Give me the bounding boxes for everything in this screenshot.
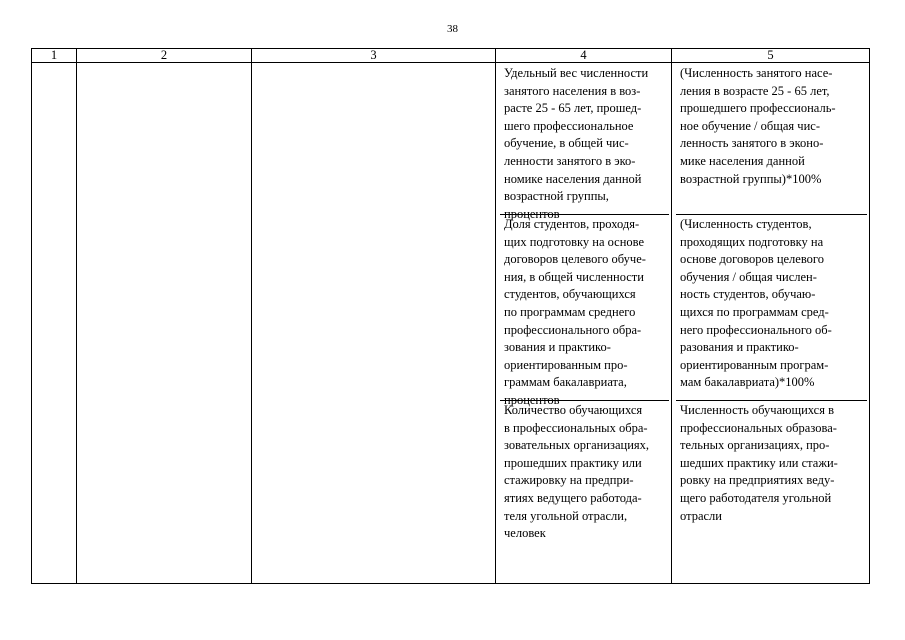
- indicator-text-line: по программам среднего: [504, 304, 636, 319]
- indicator-text-line: человек: [504, 526, 546, 541]
- indicator-table: [31, 48, 870, 584]
- column-header-5: 5: [672, 49, 870, 63]
- formula-text-line: прошедшего профессиональ-: [680, 101, 836, 116]
- formula-text-line: ления в возрасте 25 - 65 лет,: [680, 83, 830, 98]
- column-header-2: 2: [77, 49, 252, 63]
- indicator-text-line: щих подготовку на основе: [504, 234, 645, 249]
- indicator-text-line: ориентированным про-: [504, 357, 628, 372]
- column-header-1: 1: [32, 49, 77, 63]
- column-1-cell: [32, 63, 77, 584]
- column-3-cell: [252, 63, 496, 584]
- indicator-text-line: процентов: [504, 392, 560, 407]
- formula-text-line: (Численность студентов,: [680, 217, 812, 231]
- formula-text-line: мам бакалавриата)*100%: [680, 375, 815, 390]
- formula-text-line: ленность занятого в эконо-: [680, 136, 824, 151]
- formula-cell-2: [676, 215, 867, 401]
- indicator-text-line: расте 25 - 65 лет, прошед-: [504, 101, 642, 116]
- formula-text-line: профессиональных образова-: [680, 420, 837, 435]
- indicator-text-line: номике населения данной: [504, 171, 642, 186]
- indicator-text-line: в профессиональных обра-: [504, 420, 648, 435]
- formula-text-line: разования и практико-: [680, 340, 799, 355]
- indicator-text-line: Доля студентов, проходя-: [504, 217, 640, 231]
- indicator-text-line: теля угольной отрасли,: [504, 508, 628, 523]
- formula-text-line: щего работодателя угольной: [680, 490, 832, 505]
- formula-text-line: тельных организациях, про-: [680, 438, 830, 453]
- indicator-text-line: граммам бакалавриата,: [504, 375, 627, 390]
- formula-text-line: мике населения данной: [680, 153, 805, 168]
- indicator-text-line: договоров целевого обуче-: [504, 252, 646, 267]
- indicator-text-line: ленности занятого в эко-: [504, 153, 636, 168]
- indicator-text-line: занятого населения в воз-: [504, 83, 641, 98]
- indicator-text-line: процентов: [504, 206, 560, 221]
- page-number: 38: [447, 23, 458, 35]
- indicator-text-line: прошедших практику или: [504, 455, 642, 470]
- formula-text-line: ориентированным програм-: [680, 357, 829, 372]
- formula-text-line: обучения / общая числен-: [680, 269, 817, 284]
- indicator-cell-3: [500, 401, 669, 583]
- formula-text-line: проходящих подготовку на: [680, 234, 824, 249]
- indicator-text-line: Удельный вес численности: [504, 66, 649, 80]
- formula-text-line: ное обучение / общая чис-: [680, 118, 820, 133]
- indicator-text-line: профессионального обра-: [504, 322, 642, 337]
- formula-cell-1: [676, 64, 867, 215]
- formula-cell-3: [676, 401, 867, 583]
- formula-column: [672, 63, 870, 584]
- column-2-cell: [77, 63, 252, 584]
- indicator-text-line: обучение, в общей чис-: [504, 136, 629, 151]
- column-header-3: 3: [252, 49, 496, 63]
- formula-text-line: ровку на предприятиях веду-: [680, 473, 835, 488]
- indicator-cell-1: [500, 64, 669, 221]
- indicator-text-line: стажировку на предпри-: [504, 473, 634, 488]
- formula-text-line: основе договоров целевого: [680, 252, 824, 267]
- indicator-text-line: ния, в общей численности: [504, 269, 644, 284]
- formula-text-line: отрасли: [680, 508, 722, 523]
- column-header-4: 4: [496, 49, 672, 63]
- indicator-text-line: шего профессиональное: [504, 118, 634, 133]
- indicator-text-line: Количество обучающихся: [504, 403, 643, 417]
- column-header-row: [32, 49, 870, 63]
- indicator-column: [496, 63, 672, 584]
- indicator-cell-2: [500, 215, 669, 407]
- indicator-text-line: возрастной группы,: [504, 189, 609, 204]
- indicator-text-line: зования и практико-: [504, 340, 611, 355]
- formula-text-line: возрастной группы)*100%: [680, 171, 822, 186]
- table-row: [32, 63, 870, 584]
- indicator-text-line: зовательных организациях,: [504, 438, 650, 453]
- formula-text-line: Численность обучающихся в: [680, 403, 835, 417]
- indicator-text-line: студентов, обучающихся: [504, 287, 636, 302]
- formula-text-line: (Численность занятого насе-: [680, 66, 833, 80]
- formula-text-line: ность студентов, обучаю-: [680, 287, 816, 302]
- formula-text-line: щихся по программам сред-: [680, 304, 829, 319]
- formula-text-line: шедших практику или стажи-: [680, 455, 838, 470]
- indicator-text-line: ятиях ведущего работода-: [504, 490, 642, 505]
- formula-text-line: него профессионального об-: [680, 322, 832, 337]
